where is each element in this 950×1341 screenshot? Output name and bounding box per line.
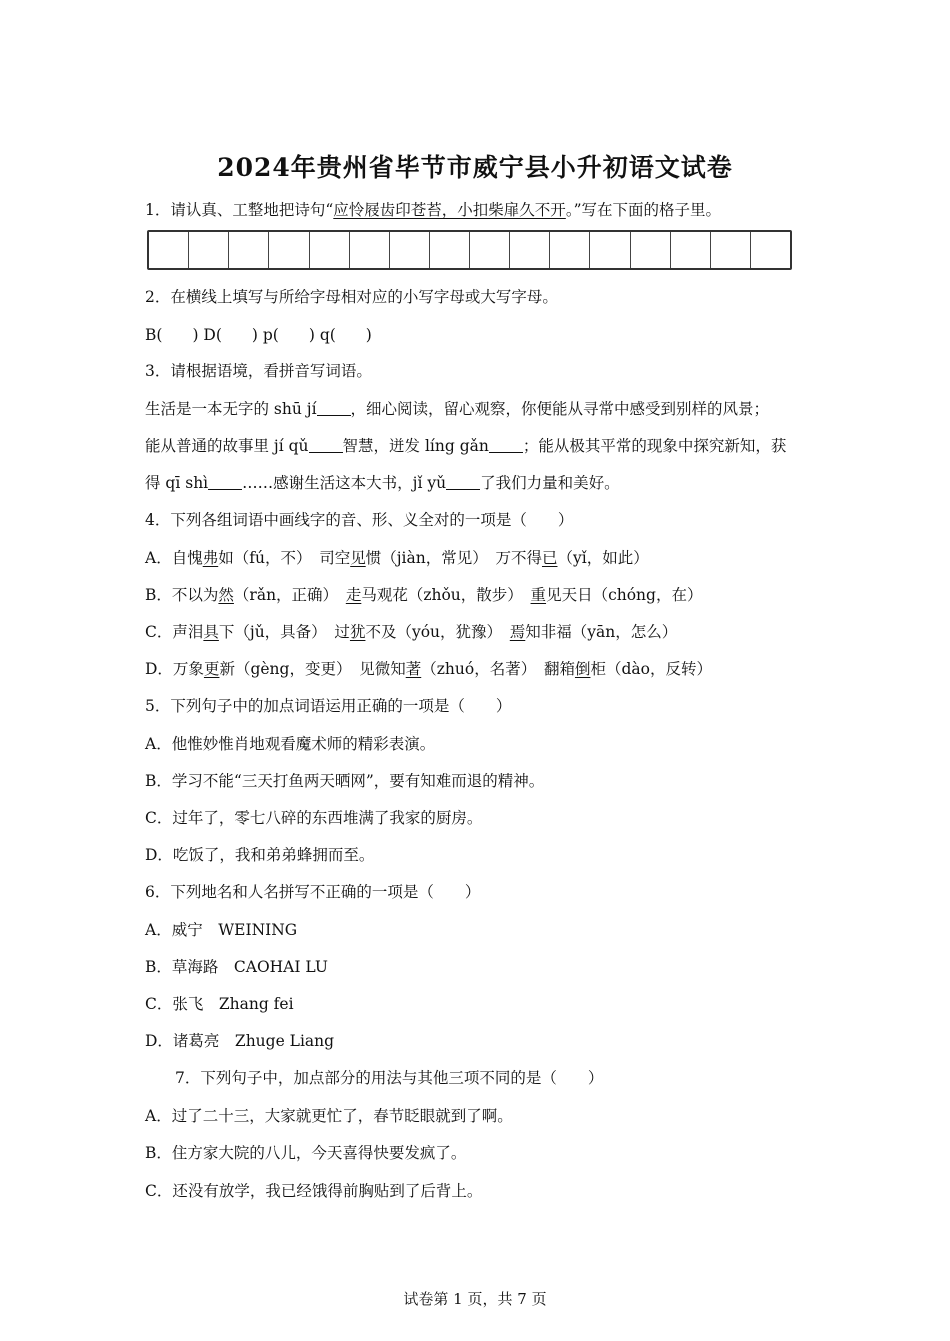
- question-3-line-1: 生活是一本无字的 shū jí ，细心阅读，留心观察，你便能从寻常中感受到别样的风景；: [145, 400, 770, 418]
- grid-cell[interactable]: [430, 232, 470, 268]
- grid-cell[interactable]: [550, 232, 590, 268]
- question-6-option-c: C．张飞 Zhang fei: [145, 995, 294, 1013]
- answer-blank[interactable]: [446, 475, 480, 490]
- question-7-option-b: B．住方家大院的八儿，今天喜得快要发疯了。: [145, 1144, 467, 1162]
- grid-cell[interactable]: [751, 232, 790, 268]
- question-1: 1．请认真、工整地把诗句“应怜屐齿印苍苔，小扣柴扉久不开。”写在下面的格子里。: [145, 201, 721, 219]
- question-2-stem: 2．在横线上填写与所给字母相对应的小写字母或大写字母。: [145, 288, 558, 306]
- question-5-option-a: A．他惟妙惟肖地观看魔术师的精彩表演。: [145, 735, 436, 753]
- grid-cell[interactable]: [671, 232, 711, 268]
- grid-cell[interactable]: [189, 232, 229, 268]
- question-4-option-d: D．万象更新（gèng，变更） 见微知著（zhuó，名著） 翻箱倒柜（dào，反转）: [145, 660, 712, 678]
- question-5-stem: 5．下列句子中的加点词语运用正确的一项是（ ）: [145, 697, 512, 715]
- grid-cell[interactable]: [310, 232, 350, 268]
- answer-blank[interactable]: [208, 475, 242, 490]
- question-6-option-b: B．草海路 CAOHAI LU: [145, 958, 328, 976]
- grid-cell[interactable]: [510, 232, 550, 268]
- page-title: 2024年贵州省毕节市威宁县小升初语文试卷: [217, 153, 733, 182]
- writing-grid: [147, 230, 792, 270]
- grid-cell[interactable]: [149, 232, 189, 268]
- question-2-letters: B( ) D( ) p( ) q( ): [145, 326, 372, 344]
- question-4-option-b: B．不以为然（rǎn，正确） 走马观花（zhǒu，散步） 重见天日（chóng，在）: [145, 586, 703, 604]
- answer-blank[interactable]: [489, 438, 523, 453]
- grid-cell[interactable]: [711, 232, 751, 268]
- question-5-option-d: D．吃饭了，我和弟弟蜂拥而至。: [145, 846, 375, 864]
- question-3-stem: 3．请根据语境，看拼音写词语。: [145, 362, 372, 380]
- question-6-option-d: D．诸葛亮 Zhuge Liang: [145, 1032, 335, 1050]
- question-7-stem: 7．下列句子中，加点部分的用法与其他三项不同的是（ ）: [175, 1069, 604, 1087]
- question-4-option-a: A．自愧弗如（fú，不） 司空见惯（jiàn，常见） 万不得已（yǐ，如此）: [145, 549, 649, 567]
- question-4-stem: 4．下列各组词语中画线字的音、形、义全对的一项是（ ）: [145, 511, 574, 529]
- question-3-line-2: 能从普通的故事里 jí qǔ 智慧，迸发 líng gǎn ；能从极其平常的现象中探究新知，获: [145, 437, 787, 455]
- question-3-line-3: 得 qī shì ……感谢生活这本大书，jǐ yǔ 了我们力量和美好。: [145, 474, 620, 492]
- grid-cell[interactable]: [350, 232, 390, 268]
- poem-text: 应怜屐齿印苍苔，小扣柴扉久不开: [333, 201, 566, 219]
- question-7-option-a: A．过了二十三，大家就更忙了，春节眨眼就到了啊。: [145, 1107, 513, 1125]
- question-4-option-c: C．声泪具下（jǔ，具备） 过犹不及（yóu，犹豫） 焉知非福（yān，怎么）: [145, 623, 678, 641]
- grid-cell[interactable]: [229, 232, 269, 268]
- grid-cell[interactable]: [390, 232, 430, 268]
- grid-cell[interactable]: [269, 232, 309, 268]
- question-6-stem: 6．下列地名和人名拼写不正确的一项是（ ）: [145, 883, 481, 901]
- question-5-option-b: B．学习不能“三天打鱼两天晒网”，要有知难而退的精神。: [145, 772, 545, 790]
- question-7-option-c: C．还没有放学，我已经饿得前胸贴到了后背上。: [145, 1182, 483, 1200]
- question-5-option-c: C．过年了，零七八碎的东西堆满了我家的厨房。: [145, 809, 483, 827]
- question-6-option-a: A．威宁 WEINING: [145, 921, 298, 939]
- page-footer: 试卷第 1 页，共 7 页: [403, 1290, 547, 1308]
- answer-blank[interactable]: [317, 401, 351, 416]
- answer-blank[interactable]: [309, 438, 343, 453]
- grid-cell[interactable]: [631, 232, 671, 268]
- grid-cell[interactable]: [470, 232, 510, 268]
- grid-cell[interactable]: [590, 232, 630, 268]
